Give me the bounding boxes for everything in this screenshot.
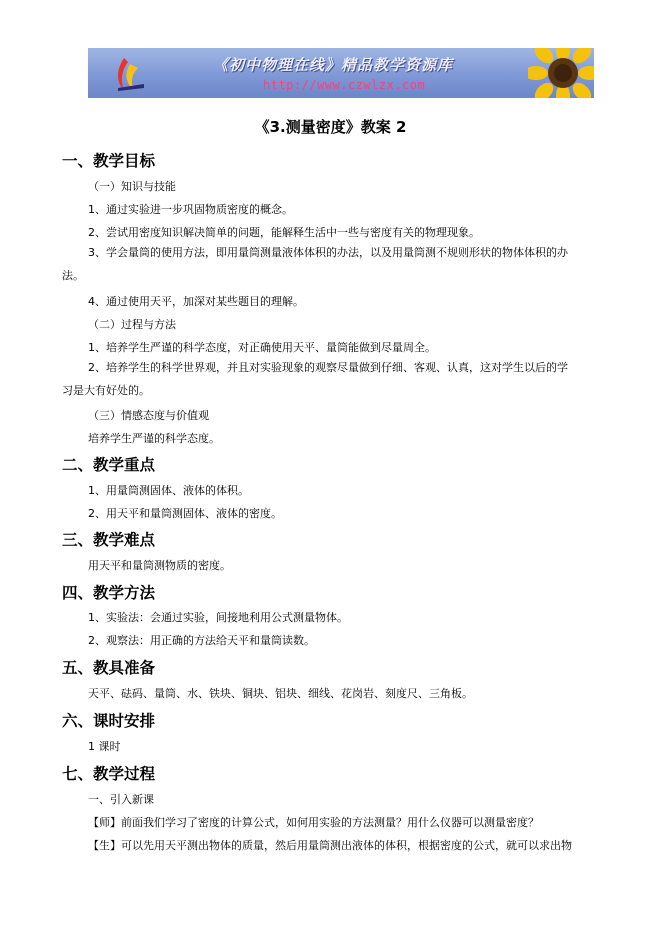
paragraph: 2、用天平和量筒测固体、液体的密度。 (88, 507, 282, 520)
section-heading-procedure: 七、教学过程 (62, 765, 156, 783)
header-banner (88, 48, 594, 98)
paragraph: 2、培养学生的科学世界观，并且对实验现象的观察尽量做到仔细、客观、认真，这对学生以后的学习是大有好处的。 (62, 361, 568, 397)
paragraph: 2、观察法：用正确的方法给天平和量筒读数。 (88, 634, 315, 647)
section-heading-difficulties: 三、教学难点 (62, 531, 156, 549)
section-heading-key-points: 二、教学重点 (62, 456, 156, 474)
subheading-introduction: 一、引入新课 (88, 793, 154, 806)
paragraph: 用天平和量筒测物质的密度。 (88, 559, 231, 572)
paragraph: 1 课时 (88, 740, 121, 753)
section-heading-methods: 四、教学方法 (62, 584, 156, 602)
sunflower-icon (528, 48, 594, 98)
paragraph: 1、培养学生严谨的科学态度，对正确使用天平、量筒能做到尽量周全。 (88, 341, 436, 354)
paragraph: 【生】可以先用天平测出物体的质量，然后用量筒测出液体的体积，根据密度的公式，就可以求出物 (88, 839, 572, 852)
subheading-process-method: （二）过程与方法 (88, 318, 176, 331)
paragraph: 2、尝试用密度知识解决简单的问题，能解释生活中一些与密度有关的物理现象。 (88, 226, 480, 239)
section-heading-schedule: 六、课时安排 (62, 712, 156, 730)
paragraph: 天平、砝码、量筒、水、铁块、铜块、铝块、细线、花岗岩、刻度尺、三角板。 (88, 687, 473, 700)
subheading-attitude-values: （三）情感态度与价值观 (88, 409, 209, 422)
document-title: 《3.测量密度》教案 2 (254, 118, 407, 136)
paragraph: 1、用量筒测固体、液体的体积。 (88, 484, 249, 497)
paragraph: 1、通过实验进一步巩固物质密度的概念。 (88, 203, 293, 216)
banner-url: http://www.czwlzx.com (263, 78, 426, 92)
paragraph: 1、实验法：会通过实验，间接地利用公式测量物体。 (88, 611, 348, 624)
paragraph: 3、学会量筒的使用方法，即用量筒测量液体体积的办法，以及用量筒测不规则形状的物体体积的办法。 (62, 246, 568, 282)
subheading-knowledge-skills: （一）知识与技能 (88, 180, 176, 193)
section-heading-objectives: 一、教学目标 (62, 152, 156, 170)
paragraph: 培养学生严谨的科学态度。 (88, 432, 220, 445)
paragraph: 【师】前面我们学习了密度的计算公式，如何用实验的方法测量？用什么仪器可以测量密度？ (88, 816, 539, 829)
section-heading-equipment: 五、教具准备 (62, 659, 156, 677)
banner-title: 《初中物理在线》精品教学资源库 (213, 56, 454, 74)
paragraph: 4、通过使用天平，加深对某些题目的理解。 (88, 295, 304, 308)
logo-icon (110, 54, 150, 94)
